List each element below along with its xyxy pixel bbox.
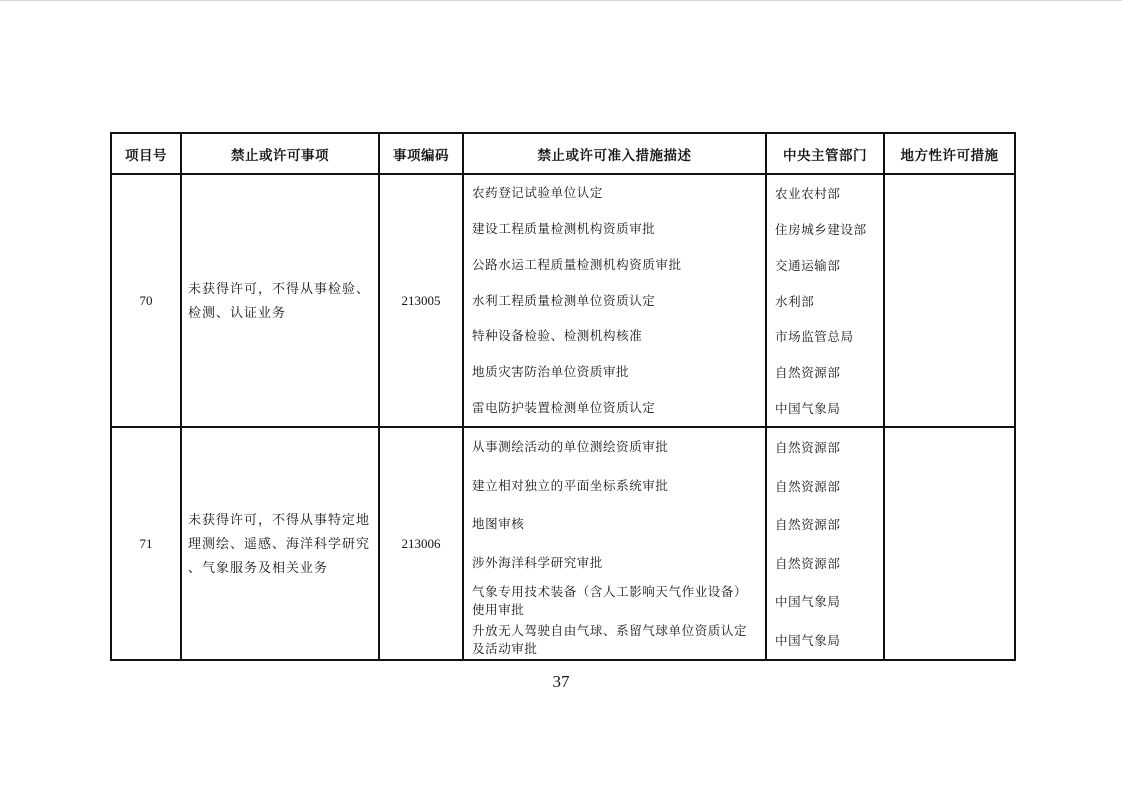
- measure-dept: 交通运输部: [775, 258, 841, 273]
- row-local-measures: [885, 428, 1014, 659]
- measure-desc: 建设工程质量检测机构资质审批: [464, 211, 767, 247]
- page-number: 37: [552, 672, 570, 691]
- measure-item: [464, 505, 883, 544]
- measure-desc: 地质灾害防治单位资质审批: [464, 354, 767, 390]
- measure-item: [464, 544, 883, 583]
- measure-dept: 自然资源部: [775, 518, 841, 533]
- header-central-dept: 中央主管部门: [767, 134, 885, 173]
- measure-item: [464, 390, 883, 426]
- header-code: 事项编码: [380, 134, 464, 173]
- measure-item: [464, 621, 883, 660]
- measure-desc: 升放无人驾驶自由气球、系留气球单位资质认定及活动审批: [464, 621, 767, 660]
- measure-item: [464, 283, 883, 319]
- measure-dept: 自然资源部: [775, 441, 841, 456]
- row-local-measures: [885, 175, 1014, 426]
- measure-item: [464, 318, 883, 354]
- measure-dept: 中国气象局: [775, 595, 841, 610]
- header-local-measures: 地方性许可措施: [900, 147, 999, 163]
- measure-dept: 水利部: [775, 294, 815, 309]
- measure-desc: 建立相对独立的平面坐标系统审批: [464, 467, 767, 506]
- row-item-text: 未获得许可，不得从事检验、检测、认证业务: [182, 175, 380, 426]
- header-item: 禁止或许可事项: [182, 134, 380, 173]
- table-row: [112, 175, 1014, 428]
- measure-item: [464, 247, 883, 283]
- table-row: [112, 428, 1014, 659]
- measure-dept: 市场监管总局: [775, 330, 854, 345]
- row-item-no: 70: [112, 175, 182, 426]
- measure-item: [464, 211, 883, 247]
- negative-list-table: [110, 132, 1016, 661]
- measure-dept: 自然资源部: [775, 556, 841, 571]
- measure-desc: 雷电防护装置检测单位资质认定: [464, 390, 767, 426]
- measure-desc: 气象专用技术装备（含人工影响天气作业设备）使用审批: [464, 582, 767, 621]
- measure-dept: 自然资源部: [775, 479, 841, 494]
- measure-desc: 地图审核: [464, 505, 767, 544]
- row-measures: [464, 175, 885, 426]
- measure-dept: 中国气象局: [775, 402, 841, 417]
- measure-desc: 农药登记试验单位认定: [464, 175, 767, 211]
- row-item-text: 未获得许可，不得从事特定地理测绘、遥感、海洋科学研究、气象服务及相关业务: [182, 428, 380, 659]
- row-item-no: 71: [112, 428, 182, 659]
- measure-item: [464, 467, 883, 506]
- measure-item: [464, 354, 883, 390]
- measure-desc: 特种设备检验、检测机构核准: [464, 318, 767, 354]
- measure-item: [464, 428, 883, 467]
- measure-desc: 涉外海洋科学研究审批: [464, 544, 767, 583]
- measure-desc: 从事测绘活动的单位测绘资质审批: [464, 428, 767, 467]
- header-measure-desc: 禁止或许可准入措施描述: [464, 134, 767, 173]
- measure-dept: 农业农村部: [775, 186, 841, 201]
- row-item-code: 213005: [380, 175, 464, 426]
- measure-desc: 水利工程质量检测单位资质认定: [464, 283, 767, 319]
- measure-dept: 中国气象局: [775, 633, 841, 648]
- row-item-code: 213006: [380, 428, 464, 659]
- header-item-no: 项目号: [112, 134, 182, 173]
- measure-dept: 自然资源部: [775, 366, 841, 381]
- measure-desc: 公路水运工程质量检测机构资质审批: [464, 247, 767, 283]
- row-measures: [464, 428, 885, 659]
- measure-item: [464, 175, 883, 211]
- table-header-row: [112, 134, 1014, 175]
- measure-item: [464, 582, 883, 621]
- measure-dept: 住房城乡建设部: [775, 222, 867, 237]
